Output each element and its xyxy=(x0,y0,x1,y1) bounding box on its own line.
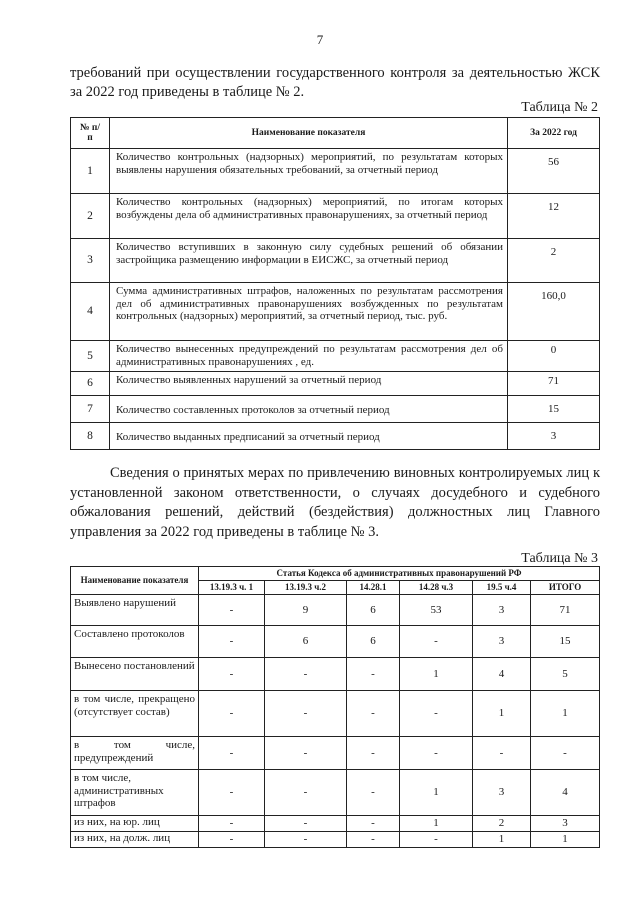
row-num: 5 xyxy=(71,341,110,372)
row-name: Количество выявленных нарушений за отчетный период xyxy=(110,372,508,396)
table-row xyxy=(71,396,600,423)
row-label: в том числе, прекращено (отсутствует состав) xyxy=(71,691,199,737)
cell: 6 xyxy=(265,626,347,658)
table-row xyxy=(71,341,600,372)
cell: - xyxy=(199,626,265,658)
cell: 3 xyxy=(473,626,531,658)
cell: - xyxy=(400,737,473,770)
cell: - xyxy=(199,691,265,737)
page-number: 7 xyxy=(316,32,324,47)
cell: - xyxy=(347,691,400,737)
row-label: из них, на юр. лиц xyxy=(71,816,199,832)
cell: - xyxy=(400,832,473,848)
row-num: 3 xyxy=(71,239,110,283)
cell: 3 xyxy=(473,770,531,816)
header-num: № п/п xyxy=(71,118,110,149)
cell: - xyxy=(347,737,400,770)
cell: - xyxy=(199,737,265,770)
cell: 71 xyxy=(531,595,600,626)
row-name: Количество вынесенных предупреждений по результатам рассмотрения дел об административных правонарушениях , ед. xyxy=(110,341,508,372)
header-group: Статья Кодекса об административных правонарушений РФ xyxy=(199,567,600,581)
cell: 9 xyxy=(265,595,347,626)
table-2 xyxy=(70,117,600,450)
row-name: Количество выданных предписаний за отчетный период xyxy=(110,423,508,450)
cell: - xyxy=(199,832,265,848)
cell: - xyxy=(199,816,265,832)
table-row xyxy=(71,149,600,194)
table-row xyxy=(71,595,600,626)
cell: - xyxy=(265,770,347,816)
cell: - xyxy=(265,816,347,832)
cell: 1 xyxy=(400,770,473,816)
row-name: Сумма административных штрафов, наложенных по результатам рассмотрения дел об административных правонарушениях возбужденных по результатам контрольных (надзорных) мероприятий, за отчетный период, тыс. руб. xyxy=(110,283,508,341)
table-row xyxy=(71,737,600,770)
column-header: 13.19.3 ч. 1 xyxy=(199,581,265,595)
row-name: Количество составленных протоколов за отчетный период xyxy=(110,396,508,423)
row-label: Составлено протоколов xyxy=(71,626,199,658)
row-value: 2 xyxy=(508,239,600,283)
table3-caption: Таблица № 3 xyxy=(521,551,598,566)
column-header: 14.28.1 xyxy=(347,581,400,595)
table2-header-row xyxy=(71,118,600,149)
table-row xyxy=(71,626,600,658)
row-value: 160,0 xyxy=(508,283,600,341)
cell: 15 xyxy=(531,626,600,658)
intro-text: требований при осуществлении государственного контроля за деятельностью ЖСК за 2022 год приведены в таблице № 2. xyxy=(70,65,600,100)
column-header: 14.28 ч.3 xyxy=(400,581,473,595)
cell: 1 xyxy=(473,832,531,848)
table-row xyxy=(71,239,600,283)
row-name: Количество контрольных (надзорных) мероприятий, по итогам которых возбуждены дела об административных правонарушениях, за отчетный период xyxy=(110,194,508,239)
row-value: 56 xyxy=(508,149,600,194)
row-label: из них, на долж. лиц xyxy=(71,832,199,848)
row-value: 15 xyxy=(508,396,600,423)
table3-header-row xyxy=(71,567,600,581)
cell: - xyxy=(265,658,347,691)
row-label: Вынесено постановлений xyxy=(71,658,199,691)
row-label: Выявлено нарушений xyxy=(71,595,199,626)
paragraph-2: Сведения о принятых мерах по привлечению виновных контролируемых лиц к установленной законом ответственности, о случаях досудебного и судебного обжалования решений, действий (бездействия) должностных лиц Главного управления за 2022 год приведены в таблице № 3. xyxy=(70,465,600,540)
row-num: 4 xyxy=(71,283,110,341)
table-row xyxy=(71,832,600,848)
cell: 1 xyxy=(473,691,531,737)
cell: 3 xyxy=(473,595,531,626)
cell: - xyxy=(265,832,347,848)
cell: 3 xyxy=(531,816,600,832)
cell: - xyxy=(265,691,347,737)
row-value: 3 xyxy=(508,423,600,450)
cell: 5 xyxy=(531,658,600,691)
table-row xyxy=(71,283,600,341)
cell: - xyxy=(531,737,600,770)
row-value: 71 xyxy=(508,372,600,396)
row-num: 6 xyxy=(71,372,110,396)
row-num: 8 xyxy=(71,423,110,450)
cell: - xyxy=(199,770,265,816)
table2-caption: Таблица № 2 xyxy=(521,100,598,115)
row-value: 12 xyxy=(508,194,600,239)
cell: 6 xyxy=(347,595,400,626)
cell: - xyxy=(347,658,400,691)
table-3 xyxy=(70,566,600,848)
row-num: 7 xyxy=(71,396,110,423)
cell: 4 xyxy=(473,658,531,691)
cell: - xyxy=(347,770,400,816)
cell: 1 xyxy=(531,832,600,848)
cell: 53 xyxy=(400,595,473,626)
cell: 2 xyxy=(473,816,531,832)
header-name: Наименование показателя xyxy=(71,567,199,595)
cell: 1 xyxy=(531,691,600,737)
cell: - xyxy=(265,737,347,770)
cell: 6 xyxy=(347,626,400,658)
row-label: в том числе, предупреждений xyxy=(71,737,199,770)
column-header: 13.19.3 ч.2 xyxy=(265,581,347,595)
column-header: ИТОГО xyxy=(531,581,600,595)
table-row xyxy=(71,770,600,816)
header-name: Наименование показателя xyxy=(110,118,508,149)
cell: - xyxy=(473,737,531,770)
cell: - xyxy=(199,595,265,626)
row-name: Количество контрольных (надзорных) мероприятий, по результатам которых выявлены нарушения обязательных требований, за отчетный период xyxy=(110,149,508,194)
cell: - xyxy=(400,626,473,658)
cell: - xyxy=(199,658,265,691)
row-num: 1 xyxy=(71,149,110,194)
row-num: 2 xyxy=(71,194,110,239)
row-name: Количество вступивших в законную силу судебных решений об обязании застройщика размещению информации в ЕИСЖС, за отчетный период xyxy=(110,239,508,283)
cell: - xyxy=(347,816,400,832)
table-row xyxy=(71,194,600,239)
cell: 4 xyxy=(531,770,600,816)
row-value: 0 xyxy=(508,341,600,372)
table-row xyxy=(71,691,600,737)
cell: 1 xyxy=(400,816,473,832)
table-row xyxy=(71,372,600,396)
cell: - xyxy=(400,691,473,737)
table-row xyxy=(71,423,600,450)
column-header: 19.5 ч.4 xyxy=(473,581,531,595)
table-row xyxy=(71,816,600,832)
row-label: в том числе, административных штрафов xyxy=(71,770,199,816)
cell: 1 xyxy=(400,658,473,691)
header-year: За 2022 год xyxy=(508,118,600,149)
table-row xyxy=(71,658,600,691)
cell: - xyxy=(347,832,400,848)
